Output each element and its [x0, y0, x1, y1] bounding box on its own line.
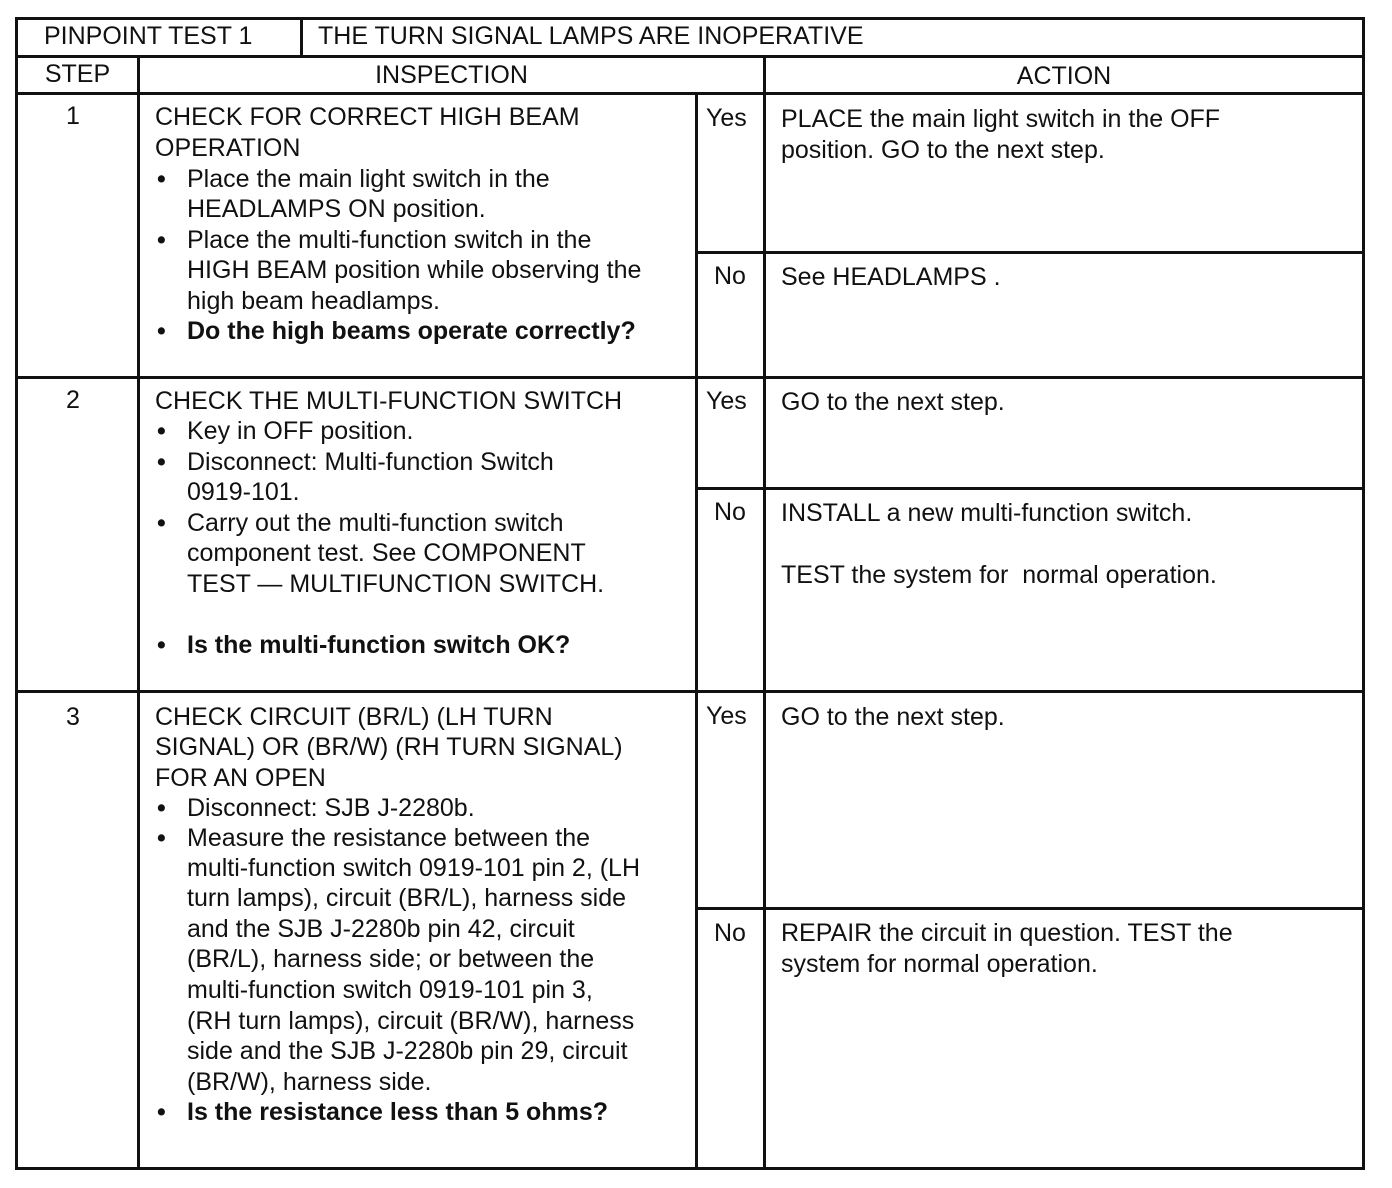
inspection-bullet-cont: (RH turn lamps), circuit (BR/W), harness: [187, 1007, 635, 1035]
inspection-question: • Is the resistance less than 5 ohms?: [187, 1097, 608, 1128]
step-heading-line: FOR AN OPEN: [155, 764, 326, 792]
no-label: No: [714, 262, 746, 290]
yes-action-line: GO to the next step.: [781, 703, 1005, 731]
inspection-bullet: • Measure the resistance between the: [187, 823, 590, 854]
yes-label: Yes: [706, 702, 747, 730]
yes-label: Yes: [706, 387, 747, 415]
inspection-bullet-cont: and the SJB J-2280b pin 42, circuit: [187, 915, 575, 943]
inspection-bullet-cont: multi-function switch 0919-101 pin 3,: [187, 976, 593, 1004]
step-number: 3: [66, 703, 80, 731]
inspection-question: • Is the multi-function switch OK?: [187, 630, 570, 661]
inspection-bullet-cont: (BR/W), harness side.: [187, 1068, 432, 1096]
inspection-bullet-cont: HEADLAMPS ON position.: [187, 195, 486, 223]
inspection-bullet: • Key in OFF position.: [187, 416, 413, 447]
header-step: STEP: [44, 60, 111, 88]
inspection-bullet-cont: component test. See COMPONENT: [187, 539, 586, 567]
no-action-line: system for normal operation.: [781, 950, 1098, 978]
header-inspection: INSPECTION: [375, 61, 528, 89]
yes-label: Yes: [706, 104, 747, 132]
step-heading-line: OPERATION: [155, 134, 301, 162]
inspection-bullet-cont: multi-function switch 0919-101 pin 2, (LH: [187, 854, 641, 882]
inspection-bullet-cont: HIGH BEAM position while observing the: [187, 256, 642, 284]
inspection-bullet: • Carry out the multi-function switch: [187, 508, 564, 539]
inspection-bullet-cont: 0919-101.: [187, 478, 300, 506]
no-label: No: [714, 498, 746, 526]
no-action-line: INSTALL a new multi-function switch.: [781, 499, 1193, 527]
step-number: 1: [66, 102, 80, 130]
yes-action-line: GO to the next step.: [781, 388, 1005, 416]
no-action-line: See HEADLAMPS .: [781, 263, 1001, 291]
no-action-line: REPAIR the circuit in question. TEST the: [781, 919, 1233, 947]
inspection-bullet-cont: (BR/L), harness side; or between the: [187, 945, 595, 973]
test-label: PINPOINT TEST 1: [44, 22, 253, 50]
yes-action-line: PLACE the main light switch in the OFF: [781, 105, 1221, 133]
test-title: THE TURN SIGNAL LAMPS ARE INOPERATIVE: [318, 22, 864, 50]
yes-action-line: position. GO to the next step.: [781, 136, 1105, 164]
inspection-bullet-cont: side and the SJB J-2280b pin 29, circuit: [187, 1037, 628, 1065]
no-action-line: TEST the system for normal operation.: [781, 561, 1217, 589]
inspection-bullet-cont: TEST — MULTIFUNCTION SWITCH.: [187, 570, 605, 598]
inspection-question: • Do the high beams operate correctly?: [187, 316, 636, 347]
inspection-bullet: • Disconnect: SJB J-2280b.: [187, 793, 475, 824]
inspection-bullet: • Place the multi-function switch in the: [187, 225, 591, 256]
inspection-bullet-cont: turn lamps), circuit (BR/L), harness side: [187, 884, 627, 912]
inspection-bullet-cont: high beam headlamps.: [187, 287, 440, 315]
inspection-bullet: • Disconnect: Multi-function Switch: [187, 447, 554, 478]
step-heading-line: SIGNAL) OR (BR/W) (RH TURN SIGNAL): [155, 733, 623, 761]
step-number: 2: [66, 386, 80, 414]
header-action: ACTION: [1016, 62, 1112, 90]
step-heading-line: CHECK FOR CORRECT HIGH BEAM: [155, 103, 580, 131]
step-heading-line: CHECK CIRCUIT (BR/L) (LH TURN: [155, 703, 553, 731]
inspection-bullet: • Place the main light switch in the: [187, 164, 550, 195]
no-label: No: [714, 919, 746, 947]
step-heading-line: CHECK THE MULTI-FUNCTION SWITCH: [155, 387, 623, 415]
